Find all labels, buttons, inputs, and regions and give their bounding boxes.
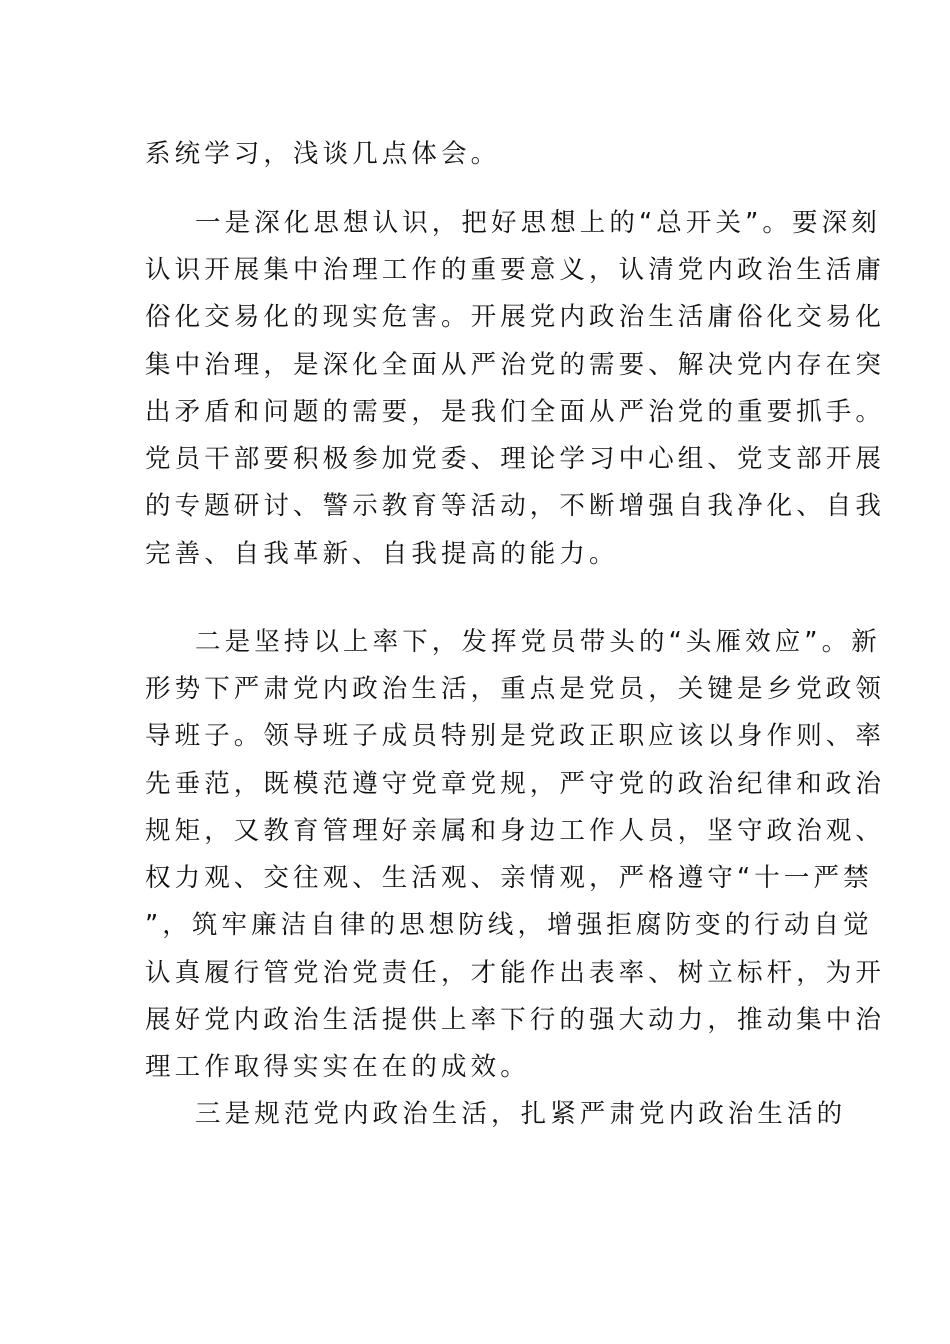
- paragraph-2-first-line: 二是坚持以上率下，发挥党员带头的“头雁效应”。新: [195, 627, 881, 657]
- text-line: 规矩，又教育管理好亲属和身边工作人员，坚守政治观、: [145, 816, 886, 846]
- text-line: ”，筑牢廉洁自律的思想防线，增强拒腐防变的行动自觉: [145, 910, 873, 940]
- text-line: 认真履行管党治党责任，才能作出表率、树立标杆，为开: [145, 958, 886, 988]
- text-line: 先垂范，既模范遵守党章党规，严守党的政治纪律和政治: [145, 769, 886, 799]
- paragraph-1-first-line: 一是深化思想认识，把好思想上的“总开关”。要深刻: [195, 208, 881, 238]
- text-line: 系统学习，浅谈几点体会。: [145, 139, 501, 169]
- text-line: 权力观、交往观、生活观、亲情观，严格遵守“十一严禁: [145, 863, 873, 893]
- text-line: 理工作取得实实在在的成效。: [145, 1052, 530, 1082]
- paragraph-3-first-line: 三是规范党内政治生活，扎紧严肃党内政治生活的: [195, 1099, 847, 1129]
- text-line: 展好党内政治生活提供上率下行的强大动力，推动集中治: [145, 1005, 886, 1035]
- text-line: 认识开展集中治理工作的重要意义，认清党内政治生活庸: [145, 255, 886, 285]
- text-line: 完善、自我革新、自我提高的能力。: [145, 539, 619, 569]
- text-line: 俗化交易化的现实危害。开展党内政治生活庸俗化交易化: [145, 302, 886, 332]
- text-line: 出矛盾和问题的需要，是我们全面从严治党的重要抓手。: [145, 397, 886, 427]
- text-line: 的专题研讨、警示教育等活动，不断增强自我净化、自我: [145, 491, 886, 521]
- text-line: 集中治理，是深化全面从严治党的需要、解决党内存在突: [145, 350, 886, 380]
- text-line: 党员干部要积极参加党委、理论学习中心组、党支部开展: [145, 444, 886, 474]
- text-line: 导班子。领导班子成员特别是党政正职应该以身作则、率: [145, 721, 886, 751]
- text-line: 形势下严肃党内政治生活，重点是党员，关键是乡党政领: [145, 674, 886, 704]
